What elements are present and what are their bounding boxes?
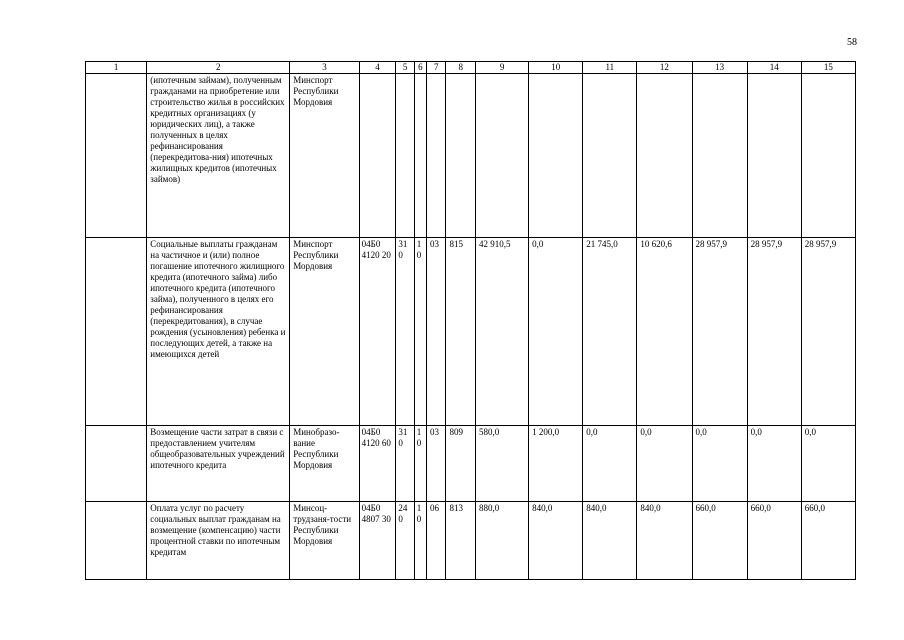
table-cell: 840,0 (529, 502, 583, 580)
table-cell: 0,0 (583, 426, 637, 502)
table-cell: 813 (446, 502, 476, 580)
table-cell (86, 502, 147, 580)
table-cell: 10 620,6 (637, 238, 692, 426)
table-cell: 31 0 (396, 426, 414, 502)
table-cell (359, 74, 396, 238)
table-cell: Социальные выплаты гражданам на частичное и (или) полное погашение ипотечного жилищного кредита (ипотечного займа) либо ипотечного кредита (ипотечного займа), полученного в целях его рефинансирования (перекредитования), в случае рождения (усыновления) ребенка и последующих детей, а также на имеющихся детей (147, 238, 290, 426)
table-cell: 28 957,9 (692, 238, 747, 426)
table-cell: 1 0 (414, 502, 426, 580)
table-cell: 1 0 (414, 426, 426, 502)
table-cell: (ипотечным займам), полученным гражданами на приобретение или строительство жилья в российских кредитных организациях (у юридических лиц), а также полученных в целях рефинансирования (перекредитова-ния) ипотечных жилищных кредитов (ипотечных займов) (147, 74, 290, 238)
table-cell: 0,0 (692, 426, 747, 502)
table-row (86, 426, 856, 502)
table-row (86, 238, 856, 426)
column-number: 1 (86, 62, 147, 74)
table-cell (86, 238, 147, 426)
column-number: 13 (692, 62, 747, 74)
table-cell: Минсоц-трудзаня-тости Республики Мордовия (290, 502, 359, 580)
table-cell (637, 74, 692, 238)
page-number: 58 (847, 37, 857, 48)
column-number: 8 (446, 62, 476, 74)
table-cell: 660,0 (692, 502, 747, 580)
table-cell (583, 74, 637, 238)
table-cell: 880,0 (476, 502, 529, 580)
column-number: 5 (396, 62, 414, 74)
table-cell (427, 74, 446, 238)
table-cell: 21 745,0 (583, 238, 637, 426)
table-cell (86, 74, 147, 238)
table-cell: 04Б0 4807 30 (359, 502, 396, 580)
table-cell: 0,0 (529, 238, 583, 426)
column-number: 12 (637, 62, 692, 74)
table-cell (529, 74, 583, 238)
table-cell: Минспорт Республики Мордовия (290, 238, 359, 426)
table-cell (476, 74, 529, 238)
table-cell: 840,0 (637, 502, 692, 580)
table-cell: 815 (446, 238, 476, 426)
budget-table (85, 61, 856, 580)
table-cell (692, 74, 747, 238)
table-row (86, 502, 856, 580)
table-cell: 24 0 (396, 502, 414, 580)
table-cell: 0,0 (801, 426, 855, 502)
table-cell: 660,0 (747, 502, 801, 580)
table-cell: 0,0 (637, 426, 692, 502)
table-cell: 809 (446, 426, 476, 502)
table-cell: 840,0 (583, 502, 637, 580)
table-cell: 04Б0 4120 60 (359, 426, 396, 502)
table-cell: 03 (427, 238, 446, 426)
column-number: 9 (476, 62, 529, 74)
column-number: 4 (359, 62, 396, 74)
column-number: 6 (414, 62, 426, 74)
column-number: 2 (147, 62, 290, 74)
table-cell: 31 0 (396, 238, 414, 426)
table-cell: 1 0 (414, 238, 426, 426)
table-cell: 0,0 (747, 426, 801, 502)
column-number: 14 (747, 62, 801, 74)
table-cell: Минспорт Республики Мордовия (290, 74, 359, 238)
table-row (86, 74, 856, 238)
table-cell: 06 (427, 502, 446, 580)
table-cell: Минобразо-вание Республики Мордовия (290, 426, 359, 502)
table-cell: 04Б0 4120 20 (359, 238, 396, 426)
table-cell: 42 910,5 (476, 238, 529, 426)
table-cell (446, 74, 476, 238)
table-cell (396, 74, 414, 238)
table-cell: 28 957,9 (801, 238, 855, 426)
table-cell (414, 74, 426, 238)
column-number: 3 (290, 62, 359, 74)
table-cell (747, 74, 801, 238)
table-cell: 580,0 (476, 426, 529, 502)
table-cell: 28 957,9 (747, 238, 801, 426)
column-number: 11 (583, 62, 637, 74)
column-number: 15 (801, 62, 855, 74)
table-cell: Оплата услуг по расчету социальных выплат гражданам на возмещение (компенсацию) части процентной ставки по ипотечным кредитам (147, 502, 290, 580)
table-cell (801, 74, 855, 238)
column-number: 7 (427, 62, 446, 74)
table-cell: 1 200,0 (529, 426, 583, 502)
table-cell: 03 (427, 426, 446, 502)
table-cell (86, 426, 147, 502)
table-cell: 660,0 (801, 502, 855, 580)
table-cell: Возмещение части затрат в связи с предоставлением учителям общеобразовательных учреждений ипотечного кредита (147, 426, 290, 502)
column-number: 10 (529, 62, 583, 74)
column-numbers-row (86, 62, 856, 74)
